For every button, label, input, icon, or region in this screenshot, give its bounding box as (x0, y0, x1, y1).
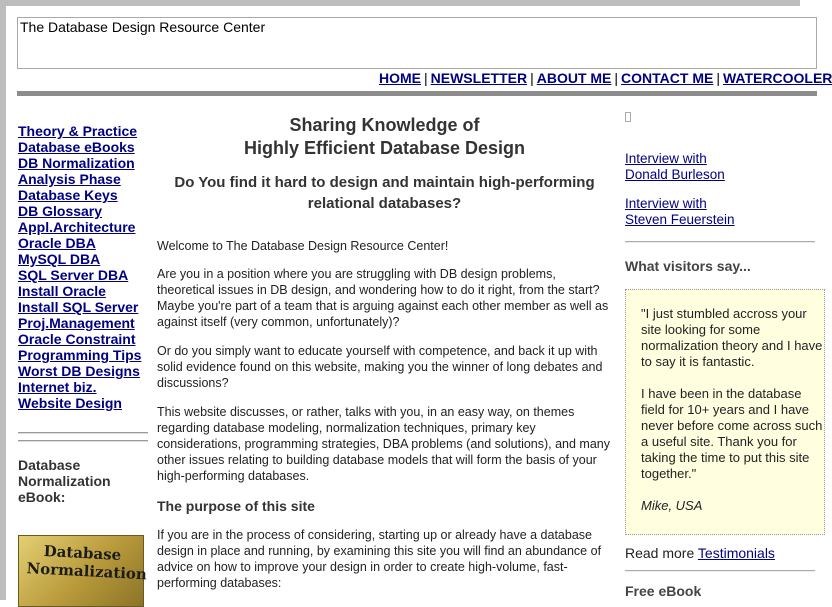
read-more-testimonials (625, 545, 775, 561)
site-banner (17, 17, 817, 69)
leftnav-oracle-dba[interactable]: Oracle DBA (18, 235, 96, 251)
left-divider (18, 432, 148, 434)
leftnav-theory-practice[interactable]: Theory & Practice (18, 123, 138, 139)
interview-link-2-line2[interactable]: Steven Feuerstein (625, 212, 735, 227)
main-content (157, 114, 612, 591)
leftnav-database-keys[interactable]: Database Keys (18, 187, 118, 203)
intro-paragraph-1: Are you in a position where you are struggling with DB design problems, theoretical issues in DB design, and wondering how to do it right, from the start? Maybe you're part of a team that is arguing against each other member as well as against itself (very common, unfortunately)? (157, 267, 609, 329)
interview-link-1-line1[interactable]: Interview with (625, 151, 707, 166)
leftnav-database-ebooks[interactable]: Database eBooks (18, 139, 135, 155)
leftnav-internet-biz[interactable]: Internet biz. (18, 379, 97, 395)
nav-separator: | (530, 70, 534, 86)
leftnav-mysql-dba[interactable]: MySQL DBA (18, 251, 101, 267)
leftnav-db-glossary[interactable]: DB Glossary (18, 203, 103, 219)
nav-separator: | (716, 70, 720, 86)
leftnav-programming-tips[interactable]: Programming Tips (18, 347, 142, 363)
testimonial-text-1: "I just stumbled accross your site looking for some normalization theory and I have to say it is fantastic. (641, 306, 823, 369)
leftnav-install-sql-server[interactable]: Install SQL Server (18, 299, 139, 315)
left-divider (18, 440, 148, 442)
page-heading-line2: Highly Efficient Database Design (243, 138, 526, 158)
testimonial-text-2: I have been in the database field for 10+ years and I have never before come across such a useful site. Thank you for taking the time to put this site together." (641, 386, 823, 481)
testimonials-link[interactable]: Testimonials (697, 545, 775, 561)
nav-newsletter-link[interactable]: NEWSLETTER (430, 70, 528, 86)
leftnav-analysis-phase[interactable]: Analysis Phase (18, 171, 121, 187)
banner-title: The Database Design Resource Center (20, 19, 266, 35)
window-left-gutter (0, 0, 6, 600)
leftnav-sql-server-dba[interactable]: SQL Server DBA (18, 267, 129, 283)
interview-link-1[interactable] (625, 151, 815, 183)
ebook-label: Database Normalization eBook: (18, 457, 111, 505)
leftnav-proj-management[interactable]: Proj.Management (18, 315, 135, 331)
nav-separator: | (614, 70, 619, 86)
intro-paragraph-2: Or do you simply want to educate yourself with competence, and back it up with solid evidence found on this website, making you the winner of long debates and discussions? (157, 344, 603, 390)
right-divider (625, 241, 815, 243)
header-divider (17, 91, 817, 96)
page-heading (157, 114, 612, 160)
purpose-paragraph: If you are in the process of considering, starting up or already have a database design in place and running, by examining this site you will find an abundance of advice on how to improve your design in order to create high-volume, fast-performing databases: (157, 528, 602, 590)
ebook-cover-image[interactable] (18, 535, 148, 607)
right-divider (625, 570, 815, 572)
leftnav-db-normalization[interactable]: DB Normalization (18, 155, 135, 171)
nav-home-link[interactable]: HOME (379, 70, 421, 86)
nav-watercooler-link[interactable]: WATERCOOLER (722, 70, 832, 86)
ebook-cover-title: Database Normalization (26, 541, 148, 584)
interview-link-1-line2[interactable]: Donald Burleson (625, 167, 725, 182)
free-ebook-heading: Free eBook (625, 583, 702, 599)
nav-about-me-link[interactable]: ABOUT ME (536, 70, 612, 86)
testimonial-author: Mike, USA (641, 498, 703, 513)
left-navigation (18, 123, 141, 411)
page-heading-line1: Sharing Knowledge of (289, 115, 480, 135)
purpose-heading: The purpose of this site (157, 498, 315, 514)
leftnav-appl-architecture[interactable]: Appl.Architecture (18, 219, 136, 235)
interview-link-2[interactable] (625, 196, 815, 228)
testimonial-box (625, 289, 825, 535)
nav-contact-me-link[interactable]: CONTACT ME (621, 70, 714, 86)
page-subheading: Do You find it hard to design and maintain high-performing relational databases? (174, 174, 595, 212)
nav-separator: | (424, 70, 428, 86)
leftnav-install-oracle[interactable]: Install Oracle (18, 283, 106, 299)
visitors-title: What visitors say... (625, 258, 751, 274)
welcome-text: Welcome to The Database Design Resource Center! (157, 239, 449, 253)
top-navigation (379, 70, 832, 86)
leftnav-oracle-constraint[interactable]: Oracle Constraint (18, 331, 136, 347)
window-top-strip (0, 0, 800, 6)
intro-paragraph-3: This website discusses, or rather, talks with you, in an easy way, on themes regarding database modeling, normalization techniques, primary key considerations, programming strategies, DBA problems (and solutions), and many other issues relating to building database models that will form the basis of your high-performing databases. (157, 405, 610, 483)
read-more-prefix: Read more (625, 545, 695, 561)
broken-image-icon (625, 112, 631, 122)
leftnav-website-design[interactable]: Website Design (18, 395, 122, 411)
interview-link-2-line1[interactable]: Interview with (625, 196, 707, 211)
leftnav-worst-db-designs[interactable]: Worst DB Designs (18, 363, 140, 379)
